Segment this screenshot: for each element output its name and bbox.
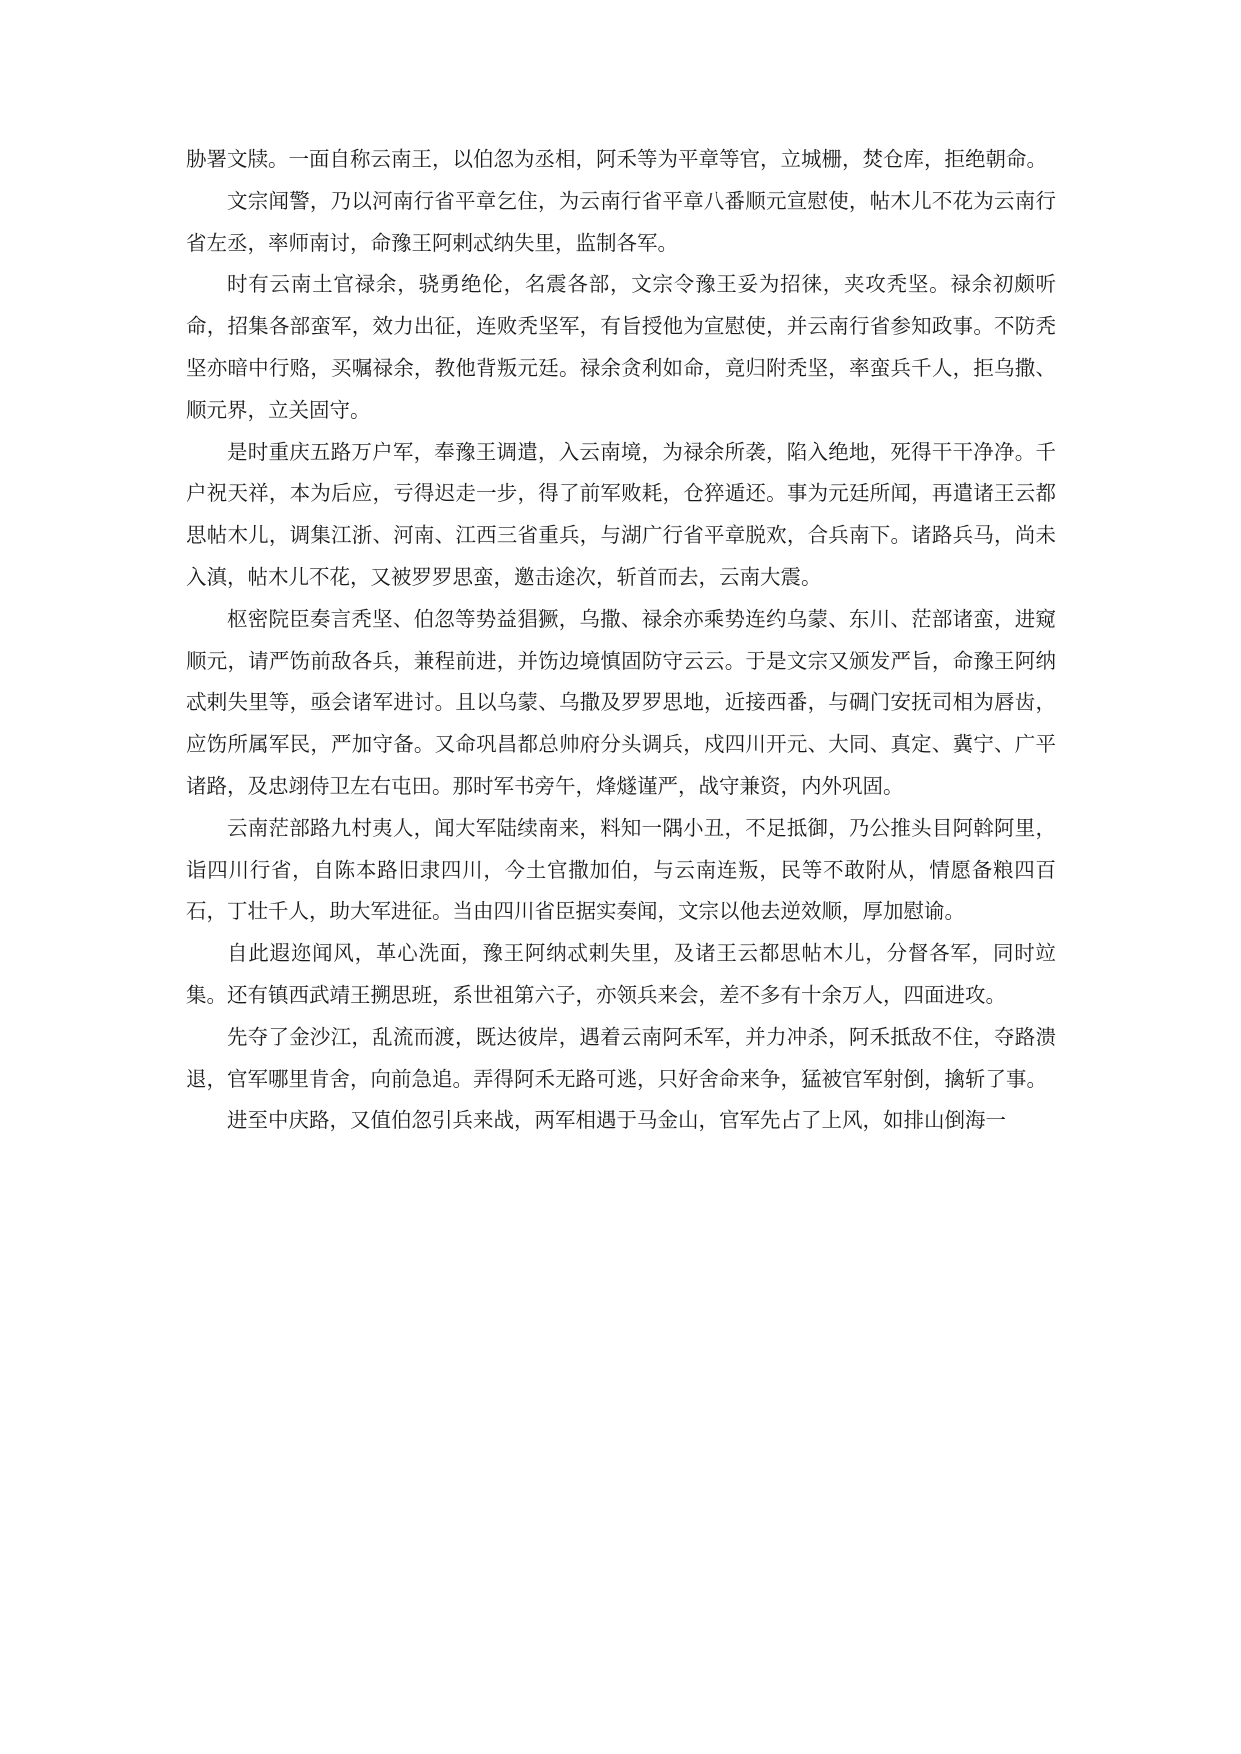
- paragraph-6: 云南茫部路九村夷人，闻大军陆续南来，料知一隅小丑，不足抵御，乃公推头目阿斡阿里，诣四川行省，自陈本路旧隶四川，今土官撒加伯，与云南连叛，民等不敢附从，情愿备粮四百石，丁壮千人，助大军进征。当由四川省臣据实奏闻，文宗以他去逆效顺，厚加慰谕。: [186, 815, 1056, 924]
- paragraph-2: 文宗闻警，乃以河南行省平章乞住，为云南行省平章八番顺元宣慰使，帖木儿不花为云南行省左丞，率师南讨，命豫王阿剌忒纳失里，监制各军。: [186, 188, 1056, 255]
- paragraph-4: 是时重庆五路万户军，奉豫王调遣，入云南境，为禄余所袭，陷入绝地，死得干干净净。千户祝天祥，本为后应，亏得迟走一步，得了前军败耗，仓猝遁还。事为元廷所闻，再遣诸王云都思帖木儿，调集江浙、河南、江西三省重兵，与湖广行省平章脱欢，合兵南下。诸路兵马，尚未入滇，帖木儿不花，又被罗罗思蛮，邀击途次，斩首而去，云南大震。: [186, 439, 1056, 589]
- paragraph-8: 先夺了金沙江，乱流而渡，既达彼岸，遇着云南阿禾军，并力冲杀，阿禾抵敌不住，夺路溃退，官军哪里肯舍，向前急追。弄得阿禾无路可逃，只好舍命来争，猛被官军射倒，擒斩了事。: [186, 1024, 1056, 1091]
- document-body: [186, 139, 1056, 1142]
- paragraph-7: 自此遐迩闻风，革心洗面，豫王阿纳忒剌失里，及诸王云都思帖木儿，分督各军，同时竝集。还有镇西武靖王搠思班，系世祖第六子，亦领兵来会，差不多有十余万人，四面进攻。: [186, 941, 1056, 1007]
- paragraph-1: 胁署文牍。一面自称云南王，以伯忽为丞相，阿禾等为平章等官，立城栅，焚仓库，拒绝朝命。: [186, 147, 1047, 171]
- paragraph-9: 进至中庆路，又值伯忽引兵来战，两军相遇于马金山，官军先占了上风，如排山倒海一: [227, 1108, 1006, 1133]
- paragraph-3: 时有云南土官禄余，骁勇绝伦，名震各部，文宗令豫王妥为招徕，夹攻秃坚。禄余初颇听命，招集各部蛮军，效力出征，连败秃坚军，有旨授他为宣慰使，并云南行省参知政事。不防秃坚亦暗中行赂，买嘱禄余，教他背叛元廷。禄余贪利如命，竟归附秃坚，率蛮兵千人，拒乌撒、顺元界，立关固守。: [186, 272, 1056, 422]
- paragraph-5: 枢密院臣奏言秃坚、伯忽等势益猖獗，乌撒、禄余亦乘势连约乌蒙、东川、茫部诸蛮，进窥顺元，请严饬前敌各兵，兼程前进，并饬边境慎固防守云云。于是文宗又颁发严旨，命豫王阿纳忒剌失里等，亟会诸军进讨。且以乌蒙、乌撒及罗罗思地，近接西番，与碉门安抚司相为唇齿，应饬所属军民，严加守备。又命巩昌都总帅府分头调兵，戍四川开元、大同、真定、冀宁、广平诸路，及忠翊侍卫左右屯田。那时军书旁午，烽燧谨严，战守兼资，内外巩固。: [186, 606, 1056, 798]
